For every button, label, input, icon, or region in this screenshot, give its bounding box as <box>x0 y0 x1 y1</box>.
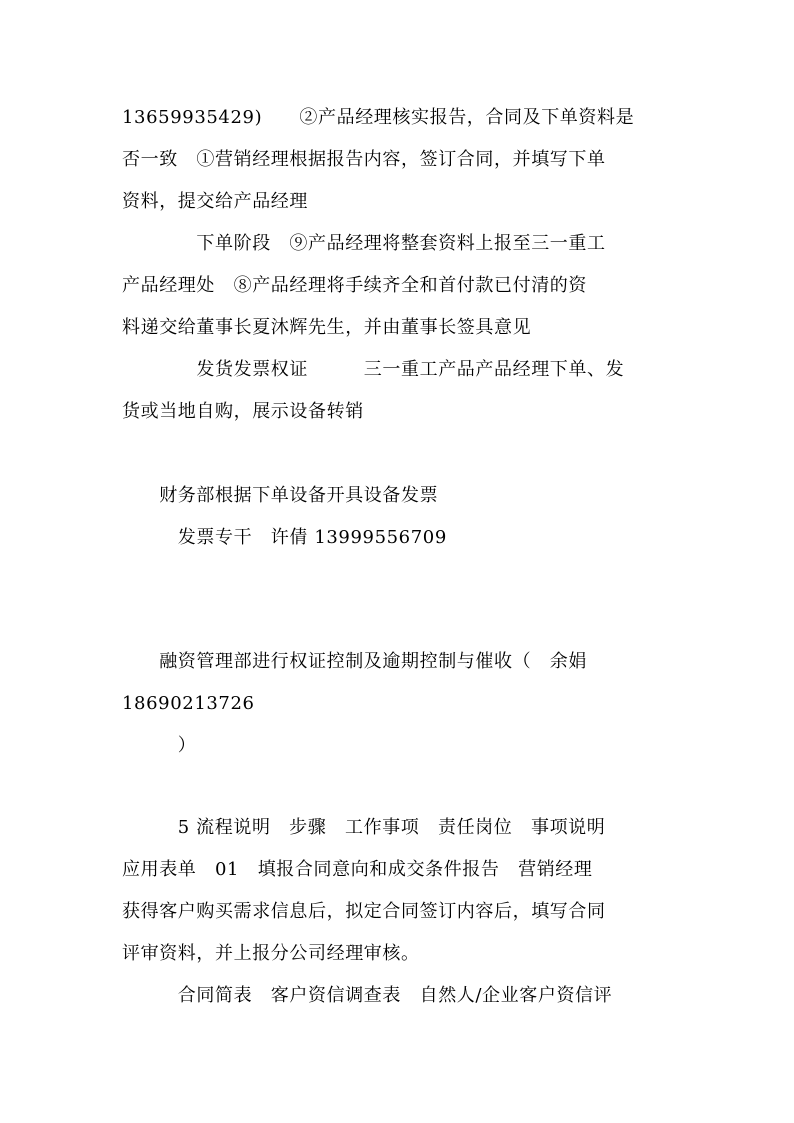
text-line-16: 获得客户购买需求信息后，拟定合同签订内容后，填写合同 <box>122 901 606 922</box>
text-line-2: 否一致 ①营销经理根据报告内容，签订合同，并填写下单 <box>122 149 606 170</box>
text-line-9: 财务部根据下单设备开具设备发票 <box>122 485 439 506</box>
text-line-12: 18690213726 <box>122 693 255 714</box>
text-line-5: 产品经理处 ⑧产品经理将手续齐全和首付款已付清的资 <box>122 275 587 296</box>
text-line-17: 评审资料，并上报分公司经理审核。 <box>122 943 420 964</box>
text-line-10: 发票专干 许倩 13999556709 <box>122 527 447 548</box>
text-line-1: 13659935429) ②产品经理核实报告，合同及下单资料是 <box>122 107 635 128</box>
text-line-4: 下单阶段 ⑨产品经理将整套资料上报至三一重工 <box>122 233 606 254</box>
text-line-3: 资料，提交给产品经理 <box>122 191 308 212</box>
text-line-11: 融资管理部进行权证控制及逾期控制与催收（ 余娟 <box>122 651 587 672</box>
text-line-6: 料递交给董事长夏沐辉先生，并由董事长签具意见 <box>122 317 532 338</box>
text-line-8: 货或当地自购，展示设备转销 <box>122 401 364 422</box>
text-line-7: 发货发票权证 三一重工产品产品经理下单、发 <box>122 359 625 380</box>
text-line-15: 应用表单 01 填报合同意向和成交条件报告 营销经理 <box>122 859 593 880</box>
text-line-18: 合同简表 客户资信调查表 自然人/企业客户资信评 <box>122 985 613 1006</box>
text-line-13: ） <box>122 735 197 756</box>
text-line-14: 5 流程说明 步骤 工作事项 责任岗位 事项说明 <box>122 817 606 838</box>
